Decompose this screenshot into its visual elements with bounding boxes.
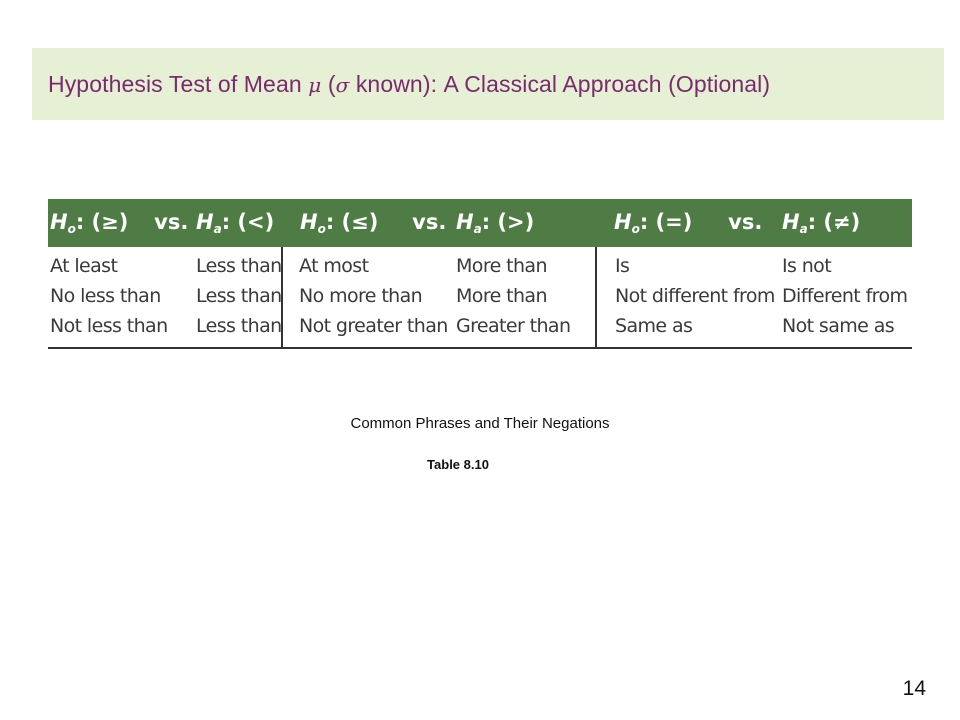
table-header-row (48, 199, 912, 247)
header-vs: vs. (728, 210, 763, 234)
title-mid: ( (321, 70, 336, 97)
phrase: Not same as (782, 315, 895, 337)
phrase: No less than (50, 285, 161, 307)
slide-title (48, 71, 770, 98)
phrase: Same as (615, 315, 693, 337)
header-vs: vs. (154, 210, 189, 234)
header-alt-hypothesis: $H_a$: (≠) (780, 199, 912, 247)
null-phrases-cell (48, 247, 194, 348)
alt-phrases-cell (454, 247, 596, 348)
header-vs: vs. (412, 210, 447, 234)
title-prefix: Hypothesis Test of Mean (48, 70, 309, 97)
sigma-symbol: σ (335, 72, 350, 97)
phrase: At most (299, 255, 369, 277)
alt-phrases-cell (780, 247, 912, 348)
null-phrases-cell (282, 247, 454, 348)
phrase: Not different from (615, 285, 775, 307)
header-null-hypothesis: $H_o$: (≥) vs. (48, 199, 194, 247)
phrase: More than (456, 285, 547, 307)
phrase: Is not (782, 255, 832, 277)
phrase: Greater than (456, 315, 571, 337)
slide-title-bar (32, 48, 944, 120)
table-caption: Common Phrases and Their Negations (350, 415, 610, 432)
phrase: Less than (196, 255, 282, 277)
page-number: 14 (902, 677, 926, 700)
header-alt-hypothesis: $H_a$: (<) (194, 199, 282, 247)
header-null-hypothesis: $H_o$: (≤) vs. (282, 199, 454, 247)
phrase: At least (50, 255, 118, 277)
phrase: Is (615, 255, 630, 277)
phrase: Not greater than (299, 315, 448, 337)
phrase: Less than (196, 285, 282, 307)
phrase: Not less than (50, 315, 168, 337)
title-suffix: known): A Classical Approach (Optional) (349, 70, 771, 97)
alt-phrases-cell (194, 247, 282, 348)
phrase: Less than (196, 315, 282, 337)
phrase: More than (456, 255, 547, 277)
header-null-hypothesis: $H_o$: (=) vs. (596, 199, 780, 247)
null-phrases-cell (596, 247, 780, 348)
phrase: Different from (782, 285, 908, 307)
table-number-label: Table 8.10 (427, 457, 489, 472)
mu-symbol: μ (308, 72, 322, 97)
phrase: No more than (299, 285, 423, 307)
phrases-table (48, 199, 912, 349)
table-row (48, 247, 912, 348)
header-alt-hypothesis: $H_a$: (>) (454, 199, 596, 247)
